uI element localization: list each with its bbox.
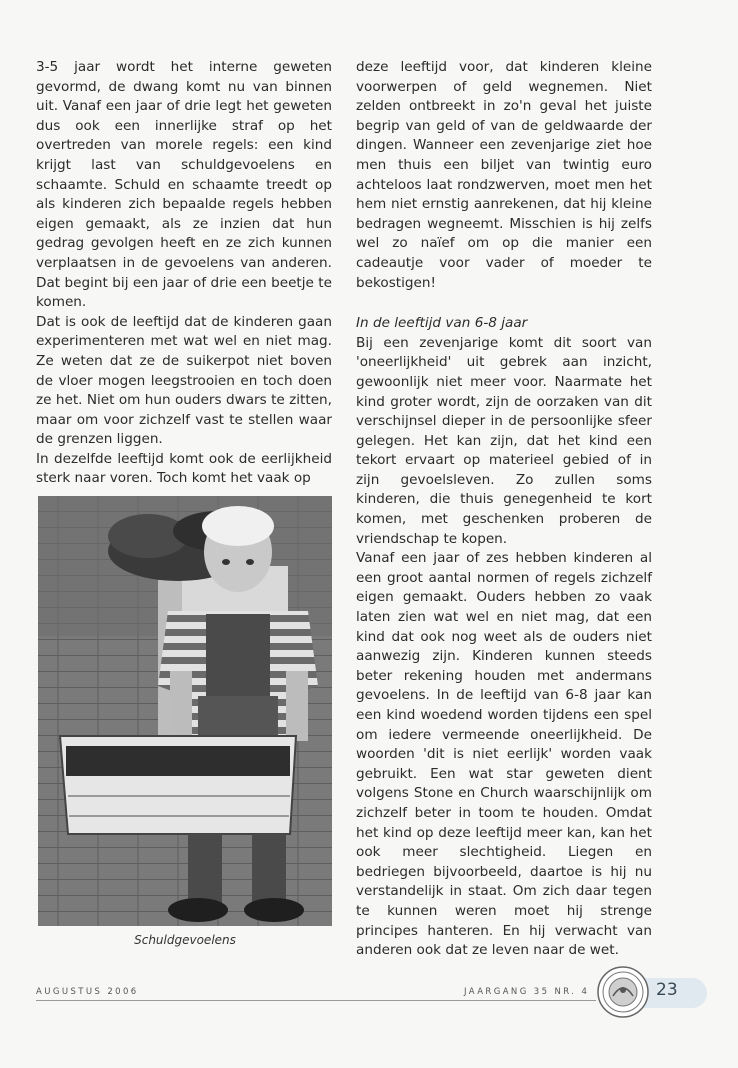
section-subheading: In de leeftijd van 6-8 jaar	[356, 315, 528, 332]
body-paragraph: deze leeftijd voor, dat kinderen kleine voorwerpen of geld wegnemen. Niet zelden ontbreekt in zo'n geval het juiste begrip van geld of van de geldwaarde der dingen. Wanneer een zevenjarige ziet hoe men thuis een biljet van twintig euro achteloos laat rondzwerven, moet men het hem niet ernstig aanrekenen, dat hij kleine bedragen wegneemt. Misschien is hij zelfs wel zo naïef om op die manier een cadeautje voor vader of moeder te bekostigen!	[356, 59, 652, 291]
photo-child-with-crate	[38, 496, 332, 926]
body-paragraph: 3-5 jaar wordt het interne geweten gevormd, de dwang komt nu van binnen uit. Vanaf een jaar of drie legt het geweten dus ook een innerlijke straf op het overtreden van morele regels: een kind krijgt last van schuldgevoelens en schaamte. Schuld en schaamte treedt op als kinderen zich bepaalde regels hebben eigen gemaakt, als ze inzien dat hun gedrag gevolgen heeft en ze zich kunnen verplaatsen in de gevoelens van anderen. Dat begint bij een jaar of drie een beetje te komen.	[36, 59, 332, 311]
body-paragraph: Bij een zevenjarige komt dit soort van 'oneerlijkheid' uit gebrek aan inzicht, gewoonlijk niet meer voor. Naarmate het kind groter wordt, zijn de oorzaken van dit verschijnsel dieper in de persoonlijke sfeer gelegen. Het kan zijn, dat het kind een tekort ervaart op materieel gebied of in zijn gevoelsleven. Zo zullen soms kinderen, die thuis genegenheid te kort komen, met geschenken proberen de vriendschap te kopen.	[356, 334, 652, 547]
left-column	[36, 58, 332, 489]
body-paragraph: Dat is ook de leeftijd dat de kinderen gaan experimenteren met wat wel en niet mag. Ze weten dat ze de suikerpot niet boven de vloer mogen leegstrooien en toch doen ze het. Niet om hun ouders dwars te zitten, maar om voor zichzelf vast te stellen waar de grenzen liggen.	[36, 313, 332, 448]
emblem-icon	[597, 966, 649, 1018]
page-number: 23	[656, 980, 678, 1000]
footer-divider	[36, 1000, 596, 1001]
body-paragraph: Vanaf een jaar of zes hebben kinderen al een groot aantal normen of regels zichzelf eigen gemaakt. Ouders hebben zo vaak laten zien wat wel en niet mag, dat een kind dat ook nog weet als de ouders niet aanwezig zijn. Kinderen kunnen steeds beter rekening houden met andermans gevoelens. In de leeftijd van 6-8 jaar kan een kind woedend worden tijdens een spel om iedere vermeende oneerlijkheid. De woorden 'dit is niet eerlijk' worden vaak gebruikt. Een wat star geweten dient volgens Stone en Church waarschijnlijk om zichzelf beter in toom te houden. Omdat het kind op deze leeftijd meer kan, kan het ook meer slechtigheid. Liegen en bedriegen bijvoorbeeld, daartoe is hij nu verstandelijk in staat. Om zich daar tegen te kunnen weren moet hij strenge principes hanteren. En hij verwacht van anderen ook dat ze leven naar de wet.	[356, 550, 652, 959]
footer-date: AUGUSTUS 2006	[36, 987, 139, 997]
footer-volume: JAARGANG 35 NR. 4	[464, 987, 590, 997]
photo-caption: Schuldgevoelens	[134, 933, 236, 947]
right-column	[356, 58, 652, 961]
photo-illustration	[38, 496, 332, 926]
body-paragraph: In dezelfde leeftijd komt ook de eerlijkheid sterk naar voren. Toch komt het vaak op	[36, 450, 332, 487]
